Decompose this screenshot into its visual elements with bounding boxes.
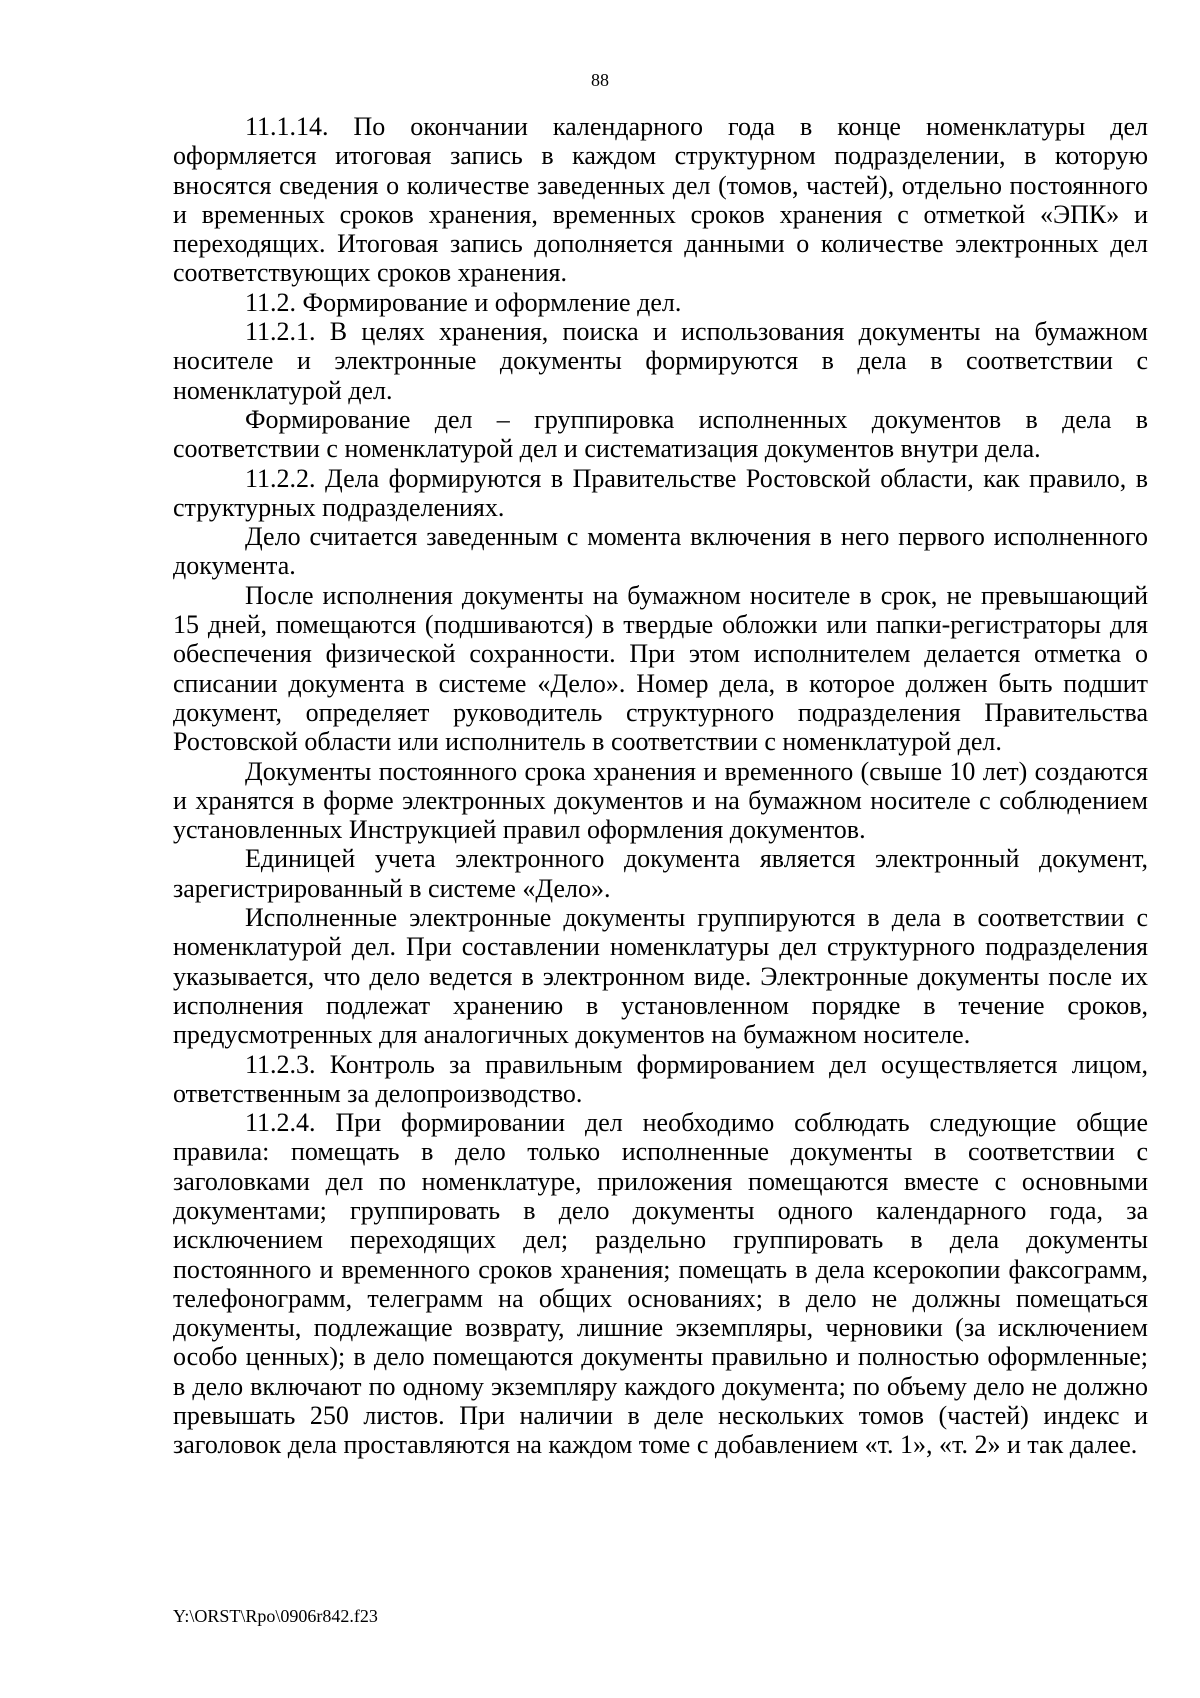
- paragraph-definition: Формирование дел – группировка исполненных документов в дела в соответствии с номенклатурой дел и систематизация документов внутри дела.: [173, 404, 1148, 464]
- document-body: [173, 112, 1148, 1460]
- paragraph-11-2-4: 11.2.4. При формировании дел необходимо соблюдать следующие общие правила: помещать в дело только исполненные документы в соответствии с заголовками дел по номенклатуре, приложения помещаются вместе с основными документами; группировать в дело документы одного календарного года, за исключением переходящих дел; раздельно группировать в дела документы постоянного и временного сроков хранения; помещать в дела ксерокопии факсограмм, телефонограмм, телеграмм на общих основаниях; в дело не должны помещаться документы, подлежащие возврату, лишние экземпляры, черновики (за исключением особо ценных); в дело помещаются документы правильно и полностью оформленные; в дело включают по одному экземпляру каждого документа; по объему дело не должно превышать 250 листов. При наличии в деле нескольких томов (частей) индекс и заголовок дела проставляются на каждом томе с добавлением «т. 1», «т. 2» и так далее.: [173, 1108, 1148, 1460]
- footer-file-path: Y:\ORST\Rpo\0906r842.f23: [173, 1606, 378, 1626]
- paragraph-11-1-14: 11.1.14. По окончании календарного года в конце номенклатуры дел оформляется итоговая запись в каждом структурном подразделении, в которую вносятся сведения о количестве заведенных дел (томов, частей), отдельно постоянного и временных сроков хранения, временных сроков хранения с отметкой «ЭПК» и переходящих. Итоговая запись дополняется данными о количестве электронных дел соответствующих сроков хранения.: [173, 112, 1148, 288]
- paragraph-electronic-grouping: Исполненные электронные документы группируются в дела в соответствии с номенклатурой дел. При составлении номенклатуры дел структурного подразделения указывается, что дело ведется в электронном виде. Электронные документы после их исполнения подлежат хранению в установленном порядке в течение сроков, предусмотренных для аналогичных документов на бумажном носителе.: [173, 903, 1148, 1050]
- page-number: 88: [591, 70, 609, 90]
- paragraph-accounting-unit: Единицей учета электронного документа является электронный документ, зарегистрированный в системе «Дело».: [173, 844, 1148, 903]
- paragraph-permanent-storage: Документы постоянного срока хранения и временного (свыше 10 лет) создаются и хранятся в форме электронных документов и на бумажном носителе с соблюдением установленных Инструкцией правил оформления документов.: [173, 756, 1148, 845]
- paragraph-11-2-2: 11.2.2. Дела формируются в Правительстве Ростовской области, как правило, в структурных подразделениях.: [173, 463, 1148, 522]
- paragraph-11-2-3: 11.2.3. Контроль за правильным формированием дел осуществляется лицом, ответственным за делопроизводство.: [173, 1049, 1148, 1108]
- paragraph-11-2-1: 11.2.1. В целях хранения, поиска и использования документы на бумажном носителе и электронные документы формируются в дела в соответствии с номенклатурой дел.: [173, 317, 1148, 405]
- paragraph-case-opened: Дело считается заведенным с момента включения в него первого исполненного документа.: [173, 522, 1148, 581]
- paragraph-after-execution: После исполнения документы на бумажном носителе в срок, не превышающий 15 дней, помещаются (подшиваются) в твердые обложки или папки-регистраторы для обеспечения физической сохранности. При этом исполнителем делается отметка о списании документа в системе «Дело». Номер дела, в которое должен быть подшит документ, определяет руководитель структурного подразделения Правительства Ростовской области или исполнитель в соответствии с номенклатурой дел.: [173, 580, 1148, 757]
- section-heading-11-2: 11.2. Формирование и оформление дел.: [245, 287, 682, 317]
